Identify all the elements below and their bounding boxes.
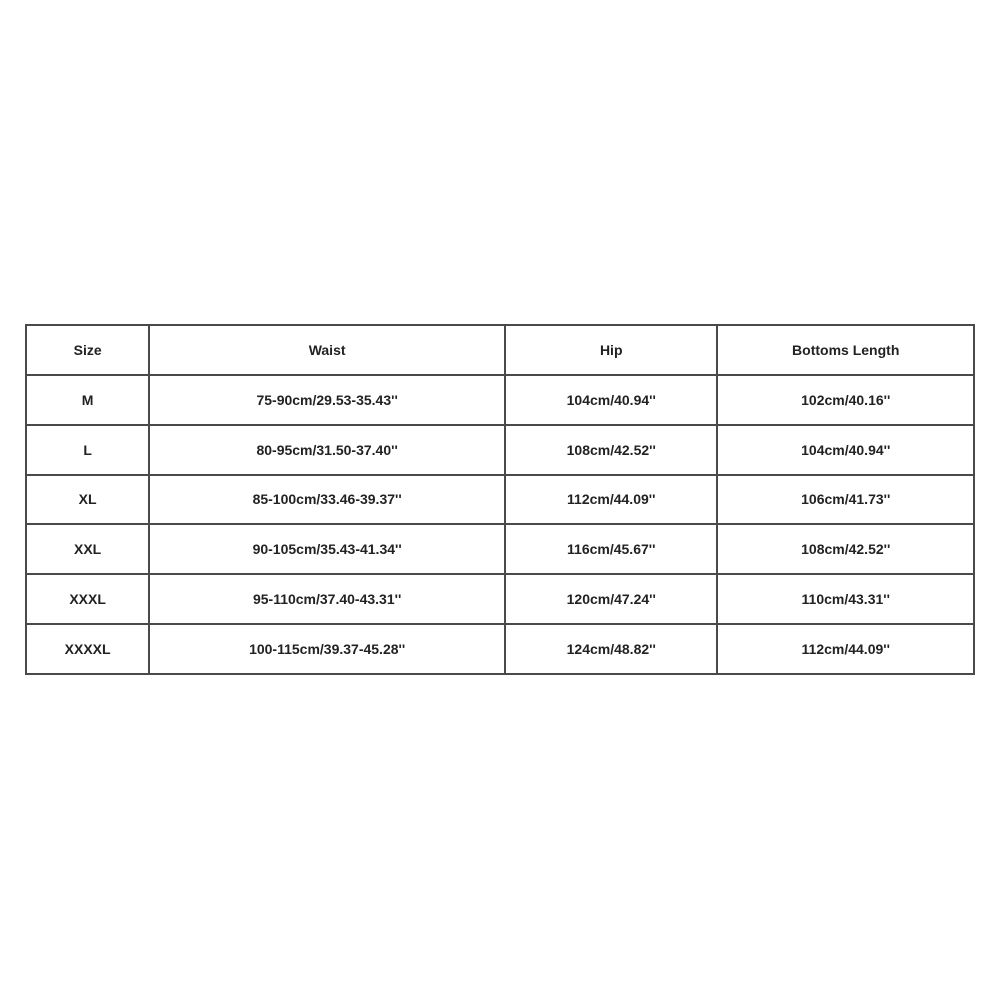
table-row [26, 574, 974, 624]
waist-cell: 95-110cm/37.40-43.31'' [149, 574, 505, 624]
header-hip: Hip [505, 325, 717, 375]
bottoms-length-cell: 110cm/43.31'' [717, 574, 974, 624]
table-row [26, 425, 974, 475]
table-row [26, 624, 974, 674]
table-row [26, 375, 974, 425]
bottoms-length-cell: 106cm/41.73'' [717, 475, 974, 525]
bottoms-length-cell: 104cm/40.94'' [717, 425, 974, 475]
hip-cell: 124cm/48.82'' [505, 624, 717, 674]
bottoms-length-cell: 112cm/44.09'' [717, 624, 974, 674]
bottoms-length-cell: 108cm/42.52'' [717, 524, 974, 574]
waist-cell: 100-115cm/39.37-45.28'' [149, 624, 505, 674]
hip-cell: 116cm/45.67'' [505, 524, 717, 574]
size-cell: XXXL [26, 574, 149, 624]
size-cell: XL [26, 475, 149, 525]
waist-cell: 85-100cm/33.46-39.37'' [149, 475, 505, 525]
header-waist: Waist [149, 325, 505, 375]
bottoms-length-cell: 102cm/40.16'' [717, 375, 974, 425]
waist-cell: 75-90cm/29.53-35.43'' [149, 375, 505, 425]
header-row [26, 325, 974, 375]
table-row [26, 475, 974, 525]
waist-cell: 80-95cm/31.50-37.40'' [149, 425, 505, 475]
size-cell: M [26, 375, 149, 425]
hip-cell: 108cm/42.52'' [505, 425, 717, 475]
header-size: Size [26, 325, 149, 375]
waist-cell: 90-105cm/35.43-41.34'' [149, 524, 505, 574]
hip-cell: 120cm/47.24'' [505, 574, 717, 624]
size-cell: XXL [26, 524, 149, 574]
hip-cell: 112cm/44.09'' [505, 475, 717, 525]
table-row [26, 524, 974, 574]
size-cell: XXXXL [26, 624, 149, 674]
hip-cell: 104cm/40.94'' [505, 375, 717, 425]
size-chart-table [25, 324, 975, 675]
size-cell: L [26, 425, 149, 475]
header-bottoms-length: Bottoms Length [717, 325, 974, 375]
